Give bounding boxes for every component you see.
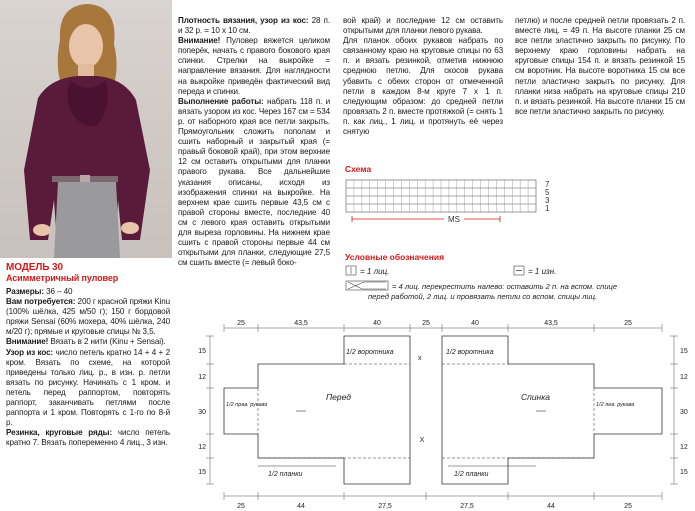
legend-knit-label: = 1 лиц. xyxy=(360,267,390,276)
right-sleeve-label: 1/2 прав. рукава xyxy=(226,402,268,408)
dim-label: 15 xyxy=(198,469,206,476)
dim-label: 40 xyxy=(471,320,479,327)
back-hem-label: 1/2 планки xyxy=(454,471,489,478)
dim-label: 25 xyxy=(422,320,430,327)
col1-paragraph: Вам потребуется: 200 г красной пряжи Kinu (100% шёлка, 425 м/50 г); 150 г бордовой пряжи Sensai (60% мохера, 40% шёлка, 240 м/20 г); прямые и круговые спицы № 3,5. xyxy=(6,297,171,337)
front-label: Перед xyxy=(326,392,351,402)
column-1 xyxy=(6,262,170,449)
col3-paragraph: вой край) и последние 12 см оставить открытыми для планки левого рукава. xyxy=(343,16,503,36)
dim-label: 12 xyxy=(198,444,206,451)
dim-label: 40 xyxy=(373,320,381,327)
front-hem-label: 1/2 планки xyxy=(268,471,303,478)
dim-label: 25 xyxy=(624,320,632,327)
schema-row-label: 7 xyxy=(545,180,550,189)
legend-cable-line-2: перед работой, 2 лиц. и провязать петли со вспом. спицы лиц. xyxy=(368,292,598,301)
legend-purl-label: = 1 изн. xyxy=(528,267,557,276)
dim-label: 27,5 xyxy=(460,503,474,510)
col4-paragraph: петлю) и после средней петли провязать 2 п. вместе лиц. = 49 п. На высоте планки 25 см все петли эластично закрыть по рисунку. По верхнему краю горловины набрать на круговые спицы 154 п. и вязать резинкой 15 см воротник. На высоте воротника 15 см все петли эластично закрыть по рисунку. Для планки низа набрать на круговые спицы 210 п. и вязать резинкой. На высоте планки 15 см все петли эластично закрыть по рисунку. xyxy=(515,16,685,116)
schema-row-label: 1 xyxy=(545,204,550,213)
model-subtitle: Асимметричный пуловер xyxy=(6,273,119,283)
dim-label: 12 xyxy=(680,374,688,381)
schema-title: Схема xyxy=(345,164,372,174)
col3-paragraph: Для планок обоих рукавов набрать по связанному краю на круговые спицы по 63 п. и вязать резинкой, отметив нижнюю среднюю петлю. Для скосов рукава убавить с обеих сторон от отмеченной петли в каждом 8-м круге 7 х 1 п. следующим образом: до средней петли провязать 2 п. вместе протяжкой (= снять 1 п. как лиц., 1 лиц. и протянуть её через снятую xyxy=(343,36,503,137)
column-4 xyxy=(515,16,685,117)
dim-label: 43,5 xyxy=(294,320,308,327)
back-collar-label: 1/2 воротника xyxy=(446,349,494,356)
legend-title: Условные обозначения xyxy=(345,252,445,262)
dim-label: 15 xyxy=(198,348,206,355)
legend-cable-line-1: = 4 лиц. перекрестить налево: оставить 2 п. на вспом. спице xyxy=(392,282,618,291)
col2-paragraph: Внимание! Пуловер вяжется целиком поперёк, начать с правого бокового края спинки. Стрелки на выкройке = направление вязания. Для наглядности на выкройке приведён фактический вид переда и спинки. xyxy=(178,36,330,96)
schema-ms-label: MS xyxy=(448,215,460,224)
dim-label: 30 xyxy=(680,409,688,416)
dim-label: 27,5 xyxy=(378,503,392,510)
dim-label: 43,5 xyxy=(544,320,558,327)
seam-marker: x xyxy=(418,355,422,362)
dim-label: 12 xyxy=(680,444,688,451)
column-3 xyxy=(343,16,503,137)
dim-label: 44 xyxy=(297,503,305,510)
seam-marker: X xyxy=(419,437,425,444)
stitch-chart xyxy=(340,176,560,238)
front-collar-label: 1/2 воротника xyxy=(346,349,394,356)
dim-label: 44 xyxy=(547,503,555,510)
schema-row-label: 3 xyxy=(545,196,550,205)
dim-label: 12 xyxy=(198,374,206,381)
col2-paragraph: Плотность вязания, узор из кос: 28 п. и 32 р. = 10 х 10 см. xyxy=(178,16,330,36)
col2-paragraph: Выполнение работы: набрать 118 п. и вязать узором из кос. Через 167 см = 534 р. от наборного края все петли закрыть. Прямоугольник сложить пополам и сшить наборный и закрытый края (= правый боковой край), при этом верхние 12 см оставить открытыми для планки правого рукава. Все дальнейшие указания описаны, исходя из изображения спинки на выкройке. На верхнем крае сшить первые 43,5 см с правой стороны вместе, последние 40 см с левого края оставить открытыми для выреза горловины. На нижнем крае сшить с правой стороны первые 44 см открытыми для планки, следующие 27,5 см сшить вместе (= левый боко- xyxy=(178,96,330,268)
model-photo xyxy=(0,0,172,258)
model-title: МОДЕЛЬ 30 xyxy=(6,262,63,273)
dim-label: 30 xyxy=(198,409,206,416)
cable-symbol-icon xyxy=(346,281,388,290)
col1-paragraph: Узор из кос: число петель кратно 14 + 4 + 2 кром. Вязать по схеме, на которой приведены только лиц. р., в изн. р. петли вязать по рисунку. Начинать с 1 кром. и петель перед раппортом, повторять раппорт, заканчивать петлями после раппорта и 1 кром. Повторять с 1-го по 8-й р. xyxy=(6,347,170,428)
schema-row-label: 5 xyxy=(545,188,550,197)
col1-paragraph: Резинка, круговые ряды: число петель кратно 7. Вязать попеременно 4 лиц., 3 изн. xyxy=(6,428,170,448)
left-sleeve-label: 1/2 лев. рукава xyxy=(596,402,635,408)
col1-paragraph: Внимание! Вязать в 2 нити (Kinu + Sensai). xyxy=(6,337,166,347)
back-label: Спинка xyxy=(521,392,550,402)
dim-label: 25 xyxy=(237,503,245,510)
pattern-diagram xyxy=(196,316,695,511)
legend xyxy=(342,264,692,302)
model-photo-illustration xyxy=(0,0,172,258)
col1-paragraph: Размеры: 36 – 40 xyxy=(6,287,73,296)
column-2 xyxy=(178,16,330,268)
dim-label: 15 xyxy=(680,469,688,476)
dim-label: 25 xyxy=(237,320,245,327)
dim-label: 25 xyxy=(624,503,632,510)
dim-label: 15 xyxy=(680,348,688,355)
